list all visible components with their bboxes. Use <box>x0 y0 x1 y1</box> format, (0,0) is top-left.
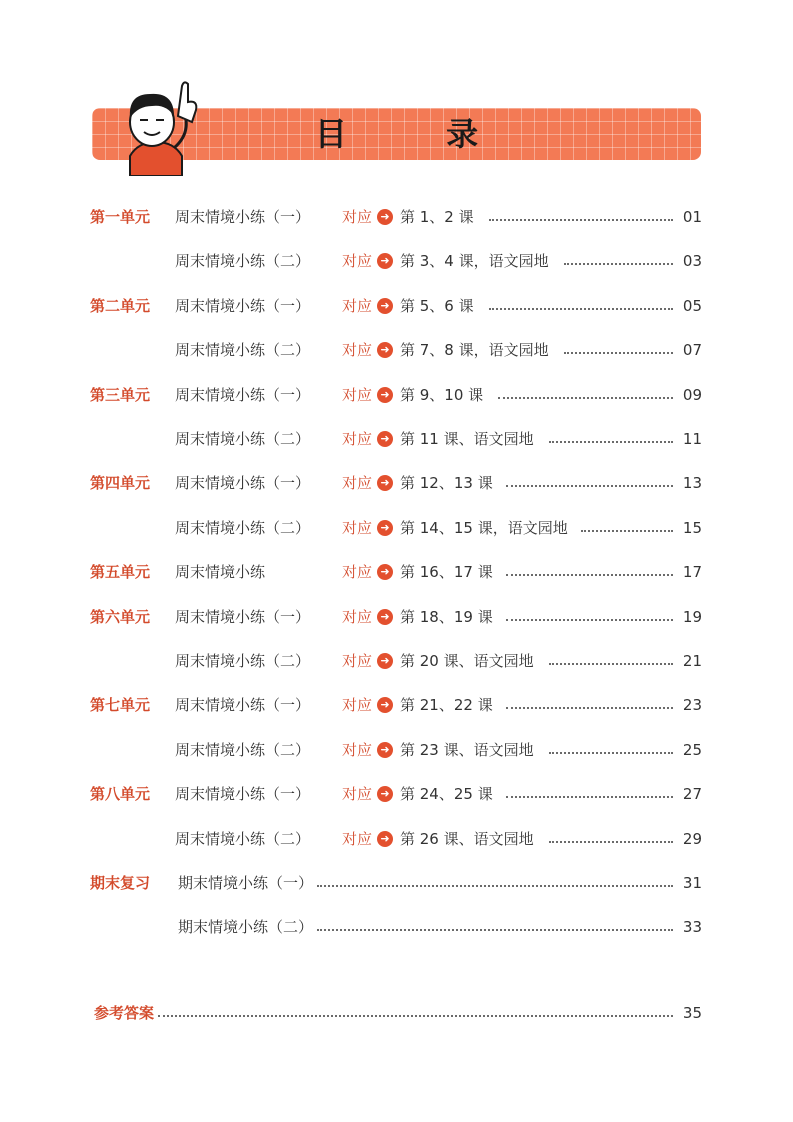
unit-label: 第五单元 <box>90 563 151 582</box>
correspond-label: 对应 <box>342 652 373 670</box>
arrow-right-circle-icon: ➜ <box>377 253 393 269</box>
toc-row-answers[interactable] <box>0 1001 793 1025</box>
page-number: 25 <box>682 740 702 759</box>
toc-row[interactable] <box>0 649 793 673</box>
dot-leader <box>564 263 673 265</box>
page-number: 31 <box>682 874 702 892</box>
toc-row[interactable] <box>0 205 793 229</box>
dot-leader <box>506 485 673 487</box>
correspond-label: 对应 <box>342 785 373 804</box>
correspond-label: 对应 <box>342 696 373 715</box>
dot-leader <box>506 574 673 576</box>
unit-label: 期末复习 <box>90 874 151 892</box>
correspond-label: 对应 <box>342 430 373 448</box>
dot-leader <box>549 841 673 843</box>
entry-title: 周末情境小练（二） <box>175 740 311 759</box>
toc-row[interactable] <box>0 871 793 895</box>
toc-row[interactable] <box>0 782 793 806</box>
arrow-right-circle-icon: ➜ <box>377 387 393 403</box>
toc-row[interactable] <box>0 915 793 939</box>
toc-row[interactable] <box>0 338 793 362</box>
arrow-right-circle-icon: ➜ <box>377 742 393 758</box>
entry-title: 周末情境小练（一） <box>175 208 311 226</box>
lesson-text: 第 12、13 课 <box>400 474 493 493</box>
entry-title: 期末情境小练（二） <box>178 918 314 937</box>
page-number: 11 <box>682 430 702 448</box>
arrow-right-circle-icon: ➜ <box>377 564 393 580</box>
entry-title: 期末情境小练（一） <box>178 874 314 892</box>
unit-label: 第一单元 <box>90 208 151 226</box>
entry-title: 周末情境小练（二） <box>175 341 311 360</box>
dot-leader <box>489 219 673 221</box>
arrow-right-circle-icon: ➜ <box>377 298 393 314</box>
dot-leader <box>549 752 673 754</box>
correspond-label: 对应 <box>342 829 373 848</box>
dot-leader <box>506 796 673 798</box>
entry-title: 周末情境小练（二） <box>175 252 311 271</box>
dot-leader <box>581 530 673 532</box>
page-number: 33 <box>682 918 702 937</box>
boy-mascot-icon <box>108 76 204 176</box>
unit-label: 第二单元 <box>90 296 151 315</box>
lesson-text: 第 9、10 课 <box>400 385 484 404</box>
lesson-text: 第 20 课、语文园地 <box>400 652 534 670</box>
entry-title: 周末情境小练（一） <box>175 296 311 315</box>
unit-label: 第六单元 <box>90 607 151 626</box>
correspond-label: 对应 <box>342 518 373 537</box>
page-number: 01 <box>682 208 702 226</box>
entry-title: 周末情境小练（一） <box>175 696 311 715</box>
unit-label: 第七单元 <box>90 696 151 715</box>
page-number: 29 <box>682 829 702 848</box>
arrow-right-circle-icon: ➜ <box>377 609 393 625</box>
entry-title: 周末情境小练（一） <box>175 607 311 626</box>
arrow-right-circle-icon: ➜ <box>377 209 393 225</box>
arrow-right-circle-icon: ➜ <box>377 342 393 358</box>
dot-leader <box>564 352 673 354</box>
toc-row[interactable] <box>0 693 793 717</box>
entry-title: 周末情境小练（二） <box>175 430 311 448</box>
toc-row[interactable] <box>0 605 793 629</box>
dot-leader <box>158 1015 673 1017</box>
lesson-text: 第 3、4 课，语文园地 <box>400 252 549 271</box>
page-number: 13 <box>682 474 702 493</box>
dot-leader <box>317 885 673 887</box>
arrow-right-circle-icon: ➜ <box>377 475 393 491</box>
dot-leader <box>506 707 673 709</box>
page-number: 17 <box>682 563 702 582</box>
correspond-label: 对应 <box>342 341 373 360</box>
unit-label: 第三单元 <box>90 385 151 404</box>
lesson-text: 第 18、19 课 <box>400 607 493 626</box>
lesson-text: 第 21、22 课 <box>400 696 493 715</box>
arrow-right-circle-icon: ➜ <box>377 653 393 669</box>
page-number: 27 <box>682 785 702 804</box>
entry-title: 周末情境小练（一） <box>175 385 311 404</box>
entry-title: 周末情境小练（二） <box>175 518 311 537</box>
page-number: 03 <box>682 252 702 271</box>
lesson-text: 第 24、25 课 <box>400 785 493 804</box>
page-number: 09 <box>682 385 702 404</box>
dot-leader <box>549 441 673 443</box>
arrow-right-circle-icon: ➜ <box>377 786 393 802</box>
correspond-label: 对应 <box>342 740 373 759</box>
page-number: 07 <box>682 341 702 360</box>
entry-title: 周末情境小练（二） <box>175 829 311 848</box>
unit-label: 第八单元 <box>90 785 151 804</box>
correspond-label: 对应 <box>342 385 373 404</box>
unit-label: 第四单元 <box>90 474 151 493</box>
lesson-text: 第 1、2 课 <box>400 208 474 226</box>
page-number: 19 <box>682 607 702 626</box>
page-number: 21 <box>682 652 702 670</box>
page-title: 目 录 <box>314 115 523 153</box>
toc-row[interactable] <box>0 383 793 407</box>
page-number: 05 <box>682 296 702 315</box>
lesson-text: 第 11 课、语文园地 <box>400 430 534 448</box>
correspond-label: 对应 <box>342 252 373 271</box>
page-number: 15 <box>682 518 702 537</box>
correspond-label: 对应 <box>342 607 373 626</box>
arrow-right-circle-icon: ➜ <box>377 831 393 847</box>
dot-leader <box>317 929 673 931</box>
lesson-text: 第 14、15 课，语文园地 <box>400 518 568 537</box>
lesson-text: 第 5、6 课 <box>400 296 474 315</box>
toc-row[interactable] <box>0 516 793 540</box>
toc-row[interactable] <box>0 427 793 451</box>
lesson-text: 第 26 课、语文园地 <box>400 829 534 848</box>
toc-row[interactable] <box>0 827 793 851</box>
dot-leader <box>506 619 673 621</box>
dot-leader <box>549 663 673 665</box>
arrow-right-circle-icon: ➜ <box>377 520 393 536</box>
answers-label: 参考答案 <box>94 1004 155 1022</box>
dot-leader <box>498 397 674 399</box>
toc-row[interactable] <box>0 471 793 495</box>
toc-row[interactable] <box>0 560 793 584</box>
page-number: 35 <box>682 1004 702 1022</box>
page-number: 23 <box>682 696 702 715</box>
entry-title: 周末情境小练（一） <box>175 785 311 804</box>
correspond-label: 对应 <box>342 563 373 582</box>
dot-leader <box>489 308 673 310</box>
toc-row[interactable] <box>0 249 793 273</box>
lesson-text: 第 23 课、语文园地 <box>400 740 534 759</box>
toc-row[interactable] <box>0 738 793 762</box>
entry-title: 周末情境小练（一） <box>175 474 311 493</box>
lesson-text: 第 7、8 课，语文园地 <box>400 341 549 360</box>
correspond-label: 对应 <box>342 208 373 226</box>
toc-row[interactable] <box>0 294 793 318</box>
arrow-right-circle-icon: ➜ <box>377 697 393 713</box>
entry-title: 周末情境小练 <box>175 563 266 582</box>
lesson-text: 第 16、17 课 <box>400 563 493 582</box>
correspond-label: 对应 <box>342 296 373 315</box>
correspond-label: 对应 <box>342 474 373 493</box>
arrow-right-circle-icon: ➜ <box>377 431 393 447</box>
entry-title: 周末情境小练（二） <box>175 652 311 670</box>
